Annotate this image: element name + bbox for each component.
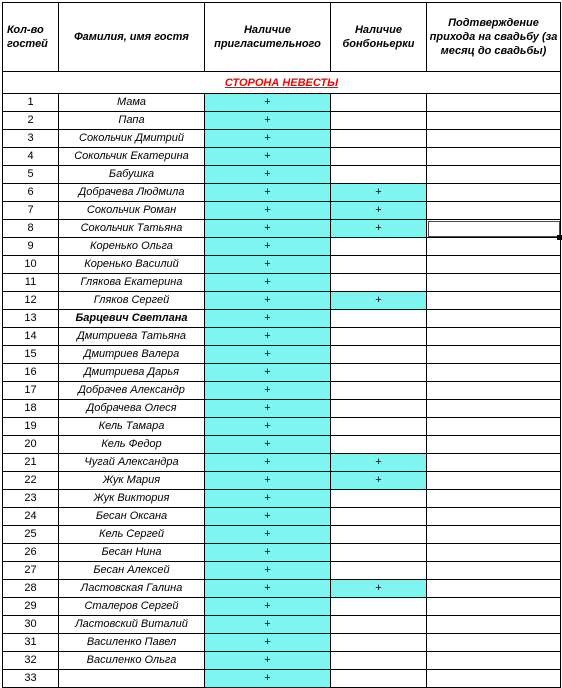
confirmation-cell[interactable] <box>427 310 561 328</box>
invitation-cell[interactable]: + <box>205 274 331 292</box>
confirmation-cell[interactable] <box>427 382 561 400</box>
invitation-cell[interactable]: + <box>205 202 331 220</box>
header-confirmation[interactable]: Подтверждение прихода на свадьбу (за месяц до свадьбы) <box>427 3 561 72</box>
bonbonniere-cell[interactable] <box>331 274 427 292</box>
guest-number-cell[interactable]: 9 <box>3 238 59 256</box>
confirmation-cell[interactable] <box>427 94 561 112</box>
guest-number-cell[interactable]: 14 <box>3 328 59 346</box>
invitation-cell[interactable]: + <box>205 490 331 508</box>
bonbonniere-cell[interactable]: + <box>331 454 427 472</box>
bonbonniere-cell[interactable] <box>331 400 427 418</box>
guest-number-cell[interactable]: 25 <box>3 526 59 544</box>
confirmation-cell[interactable] <box>427 112 561 130</box>
guest-name-cell[interactable]: Коренько Ольга <box>59 238 205 256</box>
confirmation-cell[interactable] <box>427 130 561 148</box>
bonbonniere-cell[interactable] <box>331 652 427 670</box>
table-row <box>3 328 561 346</box>
guest-name-cell[interactable]: Глякова Екатерина <box>59 274 205 292</box>
table-row <box>3 364 561 382</box>
table-row <box>3 112 561 130</box>
guest-name-cell[interactable]: Папа <box>59 112 205 130</box>
invitation-cell[interactable]: + <box>205 130 331 148</box>
invitation-cell[interactable]: + <box>205 148 331 166</box>
bonbonniere-cell[interactable] <box>331 508 427 526</box>
guest-number-cell[interactable]: 4 <box>3 148 59 166</box>
table-row <box>3 310 561 328</box>
table-row <box>3 202 561 220</box>
guest-number-cell[interactable]: 32 <box>3 652 59 670</box>
bonbonniere-cell[interactable] <box>331 94 427 112</box>
invitation-cell[interactable]: + <box>205 652 331 670</box>
confirmation-cell[interactable] <box>427 472 561 490</box>
guest-number-cell[interactable]: 17 <box>3 382 59 400</box>
table-row <box>3 184 561 202</box>
invitation-cell[interactable]: + <box>205 364 331 382</box>
table-row <box>3 544 561 562</box>
invitation-cell[interactable]: + <box>205 292 331 310</box>
guest-name-cell[interactable]: Кель Тамара <box>59 418 205 436</box>
confirmation-cell[interactable] <box>427 220 561 238</box>
confirmation-cell[interactable] <box>427 652 561 670</box>
confirmation-cell[interactable] <box>427 202 561 220</box>
guest-name-cell[interactable]: Чугай Александра <box>59 454 205 472</box>
guest-number-cell[interactable]: 1 <box>3 94 59 112</box>
guest-number-cell[interactable]: 22 <box>3 472 59 490</box>
table-row <box>3 382 561 400</box>
guest-name-cell[interactable]: Василенко Ольга <box>59 652 205 670</box>
confirmation-cell[interactable] <box>427 400 561 418</box>
table-row <box>3 616 561 634</box>
table-row <box>3 400 561 418</box>
invitation-cell[interactable]: + <box>205 112 331 130</box>
guest-number-cell[interactable]: 11 <box>3 274 59 292</box>
guest-number-cell[interactable]: 31 <box>3 634 59 652</box>
confirmation-cell[interactable] <box>427 184 561 202</box>
guest-number-cell[interactable]: 23 <box>3 490 59 508</box>
bonbonniere-cell[interactable] <box>331 562 427 580</box>
invitation-cell[interactable]: + <box>205 562 331 580</box>
invitation-cell[interactable]: + <box>205 400 331 418</box>
bonbonniere-cell[interactable] <box>331 598 427 616</box>
bonbonniere-cell[interactable] <box>331 634 427 652</box>
guest-name-cell[interactable]: Дмитриева Дарья <box>59 364 205 382</box>
table-row <box>3 490 561 508</box>
header-bonbonniere[interactable]: Наличие бонбоньерки <box>331 3 427 72</box>
table-row <box>3 472 561 490</box>
guest-name-cell[interactable]: Ластовская Галина <box>59 580 205 598</box>
guest-number-cell[interactable]: 29 <box>3 598 59 616</box>
confirmation-cell[interactable] <box>427 508 561 526</box>
table-row <box>3 562 561 580</box>
section-row <box>3 72 561 94</box>
header-invitation[interactable]: Наличие пригласительного <box>205 3 331 72</box>
fill-handle[interactable] <box>557 235 562 240</box>
invitation-cell[interactable]: + <box>205 616 331 634</box>
invitation-cell[interactable]: + <box>205 94 331 112</box>
bonbonniere-cell[interactable] <box>331 526 427 544</box>
guest-number-cell[interactable]: 5 <box>3 166 59 184</box>
table-row <box>3 454 561 472</box>
spreadsheet <box>2 2 560 688</box>
guest-number-cell[interactable]: 18 <box>3 400 59 418</box>
table-row <box>3 220 561 238</box>
guest-number-cell[interactable]: 15 <box>3 346 59 364</box>
confirmation-cell[interactable] <box>427 256 561 274</box>
section-title-bride[interactable]: СТОРОНА НЕВЕСТЫ <box>3 72 561 94</box>
confirmation-cell[interactable] <box>427 598 561 616</box>
guest-number-cell[interactable]: 21 <box>3 454 59 472</box>
header-count[interactable]: Кол-во гостей <box>3 3 59 72</box>
guest-number-cell[interactable]: 33 <box>3 670 59 688</box>
guest-number-cell[interactable]: 28 <box>3 580 59 598</box>
guest-name-cell[interactable]: Добрачева Людмила <box>59 184 205 202</box>
table-row <box>3 508 561 526</box>
guest-name-cell[interactable]: Кель Федор <box>59 436 205 454</box>
bonbonniere-cell[interactable] <box>331 256 427 274</box>
invitation-cell[interactable]: + <box>205 184 331 202</box>
bonbonniere-cell[interactable] <box>331 364 427 382</box>
guest-name-cell[interactable]: Бесан Нина <box>59 544 205 562</box>
guest-name-cell[interactable]: Коренько Василий <box>59 256 205 274</box>
table-row <box>3 166 561 184</box>
bonbonniere-cell[interactable]: + <box>331 580 427 598</box>
confirmation-cell[interactable] <box>427 364 561 382</box>
table-row <box>3 418 561 436</box>
table-row <box>3 130 561 148</box>
bonbonniere-cell[interactable] <box>331 166 427 184</box>
table-row <box>3 256 561 274</box>
bonbonniere-cell[interactable]: + <box>331 184 427 202</box>
guest-name-cell[interactable]: Сокольчик Роман <box>59 202 205 220</box>
guest-name-cell[interactable]: Бесан Оксана <box>59 508 205 526</box>
invitation-cell[interactable]: + <box>205 166 331 184</box>
guest-name-cell[interactable]: Бесан Алексей <box>59 562 205 580</box>
invitation-cell[interactable]: + <box>205 454 331 472</box>
guest-name-cell[interactable]: Сокольчик Екатерина <box>59 148 205 166</box>
confirmation-cell[interactable] <box>427 562 561 580</box>
guest-number-cell[interactable]: 13 <box>3 310 59 328</box>
table-row <box>3 148 561 166</box>
invitation-cell[interactable]: + <box>205 544 331 562</box>
bonbonniere-cell[interactable]: + <box>331 472 427 490</box>
table-row <box>3 634 561 652</box>
bonbonniere-cell[interactable] <box>331 238 427 256</box>
table-row <box>3 580 561 598</box>
bonbonniere-cell[interactable] <box>331 616 427 634</box>
guest-name-cell[interactable]: Сокольчик Татьяна <box>59 220 205 238</box>
bonbonniere-cell[interactable] <box>331 382 427 400</box>
invitation-cell[interactable]: + <box>205 238 331 256</box>
confirmation-cell[interactable] <box>427 670 561 688</box>
confirmation-cell[interactable] <box>427 166 561 184</box>
confirmation-cell[interactable] <box>427 544 561 562</box>
confirmation-cell[interactable] <box>427 580 561 598</box>
guest-name-cell[interactable]: Жук Виктория <box>59 490 205 508</box>
guest-number-cell[interactable]: 12 <box>3 292 59 310</box>
guest-number-cell[interactable]: 24 <box>3 508 59 526</box>
bonbonniere-cell[interactable]: + <box>331 292 427 310</box>
guest-number-cell[interactable]: 19 <box>3 418 59 436</box>
guest-number-cell[interactable]: 26 <box>3 544 59 562</box>
guest-name-cell[interactable]: Мама <box>59 94 205 112</box>
guest-number-cell[interactable]: 2 <box>3 112 59 130</box>
guest-number-cell[interactable]: 6 <box>3 184 59 202</box>
confirmation-cell[interactable] <box>427 616 561 634</box>
confirmation-cell[interactable] <box>427 436 561 454</box>
invitation-cell[interactable]: + <box>205 418 331 436</box>
table-row <box>3 94 561 112</box>
confirmation-cell[interactable] <box>427 418 561 436</box>
guest-list-table <box>2 2 561 688</box>
invitation-cell[interactable]: + <box>205 472 331 490</box>
guest-number-cell[interactable]: 10 <box>3 256 59 274</box>
confirmation-cell[interactable] <box>427 454 561 472</box>
invitation-cell[interactable]: + <box>205 436 331 454</box>
guest-name-cell[interactable] <box>59 670 205 688</box>
invitation-cell[interactable]: + <box>205 382 331 400</box>
confirmation-cell[interactable] <box>427 292 561 310</box>
table-row <box>3 598 561 616</box>
bonbonniere-cell[interactable] <box>331 112 427 130</box>
guest-number-cell[interactable]: 27 <box>3 562 59 580</box>
table-row <box>3 652 561 670</box>
confirmation-cell[interactable] <box>427 526 561 544</box>
invitation-cell[interactable]: + <box>205 256 331 274</box>
guest-number-cell[interactable]: 16 <box>3 364 59 382</box>
invitation-cell[interactable]: + <box>205 670 331 688</box>
bonbonniere-cell[interactable] <box>331 148 427 166</box>
guest-name-cell[interactable]: Дмитриева Татьяна <box>59 328 205 346</box>
confirmation-cell[interactable] <box>427 148 561 166</box>
invitation-cell[interactable]: + <box>205 310 331 328</box>
header-name[interactable]: Фамилия, имя гостя <box>59 3 205 72</box>
table-row <box>3 346 561 364</box>
guest-name-cell[interactable]: Добрачева Олеся <box>59 400 205 418</box>
confirmation-cell[interactable] <box>427 634 561 652</box>
bonbonniere-cell[interactable] <box>331 346 427 364</box>
bonbonniere-cell[interactable]: + <box>331 220 427 238</box>
confirmation-cell[interactable] <box>427 274 561 292</box>
confirmation-cell[interactable] <box>427 346 561 364</box>
table-row <box>3 238 561 256</box>
guest-name-cell[interactable]: Добрачев Александр <box>59 382 205 400</box>
bonbonniere-cell[interactable] <box>331 130 427 148</box>
bonbonniere-cell[interactable]: + <box>331 202 427 220</box>
guest-name-cell[interactable]: Жук Мария <box>59 472 205 490</box>
guest-number-cell[interactable]: 20 <box>3 436 59 454</box>
invitation-cell[interactable]: + <box>205 328 331 346</box>
guest-name-cell[interactable]: Барцевич Светлана <box>59 310 205 328</box>
guest-number-cell[interactable]: 3 <box>3 130 59 148</box>
bonbonniere-cell[interactable] <box>331 436 427 454</box>
guest-name-cell[interactable]: Сокольчик Дмитрий <box>59 130 205 148</box>
table-row <box>3 292 561 310</box>
table-row <box>3 436 561 454</box>
confirmation-cell[interactable] <box>427 490 561 508</box>
invitation-cell[interactable]: + <box>205 598 331 616</box>
guest-name-cell[interactable]: Бабушка <box>59 166 205 184</box>
bonbonniere-cell[interactable] <box>331 544 427 562</box>
invitation-cell[interactable]: + <box>205 346 331 364</box>
guest-name-cell[interactable]: Дмитриев Валера <box>59 346 205 364</box>
table-row <box>3 526 561 544</box>
confirmation-cell[interactable] <box>427 238 561 256</box>
guest-number-cell[interactable]: 7 <box>3 202 59 220</box>
invitation-cell[interactable]: + <box>205 220 331 238</box>
bonbonniere-cell[interactable] <box>331 490 427 508</box>
invitation-cell[interactable]: + <box>205 580 331 598</box>
header-row <box>3 3 561 72</box>
guest-name-cell[interactable]: Василенко Павел <box>59 634 205 652</box>
table-row <box>3 274 561 292</box>
table-row <box>3 670 561 688</box>
guest-name-cell[interactable]: Гляков Сергей <box>59 292 205 310</box>
bonbonniere-cell[interactable] <box>331 418 427 436</box>
bonbonniere-cell[interactable] <box>331 670 427 688</box>
bonbonniere-cell[interactable] <box>331 310 427 328</box>
guest-number-cell[interactable]: 8 <box>3 220 59 238</box>
bonbonniere-cell[interactable] <box>331 328 427 346</box>
guest-name-cell[interactable]: Сталеров Сергей <box>59 598 205 616</box>
guest-name-cell[interactable]: Кель Сергей <box>59 526 205 544</box>
confirmation-cell[interactable] <box>427 328 561 346</box>
guest-number-cell[interactable]: 30 <box>3 616 59 634</box>
guest-name-cell[interactable]: Ластовский Виталий <box>59 616 205 634</box>
invitation-cell[interactable]: + <box>205 526 331 544</box>
invitation-cell[interactable]: + <box>205 508 331 526</box>
invitation-cell[interactable]: + <box>205 634 331 652</box>
